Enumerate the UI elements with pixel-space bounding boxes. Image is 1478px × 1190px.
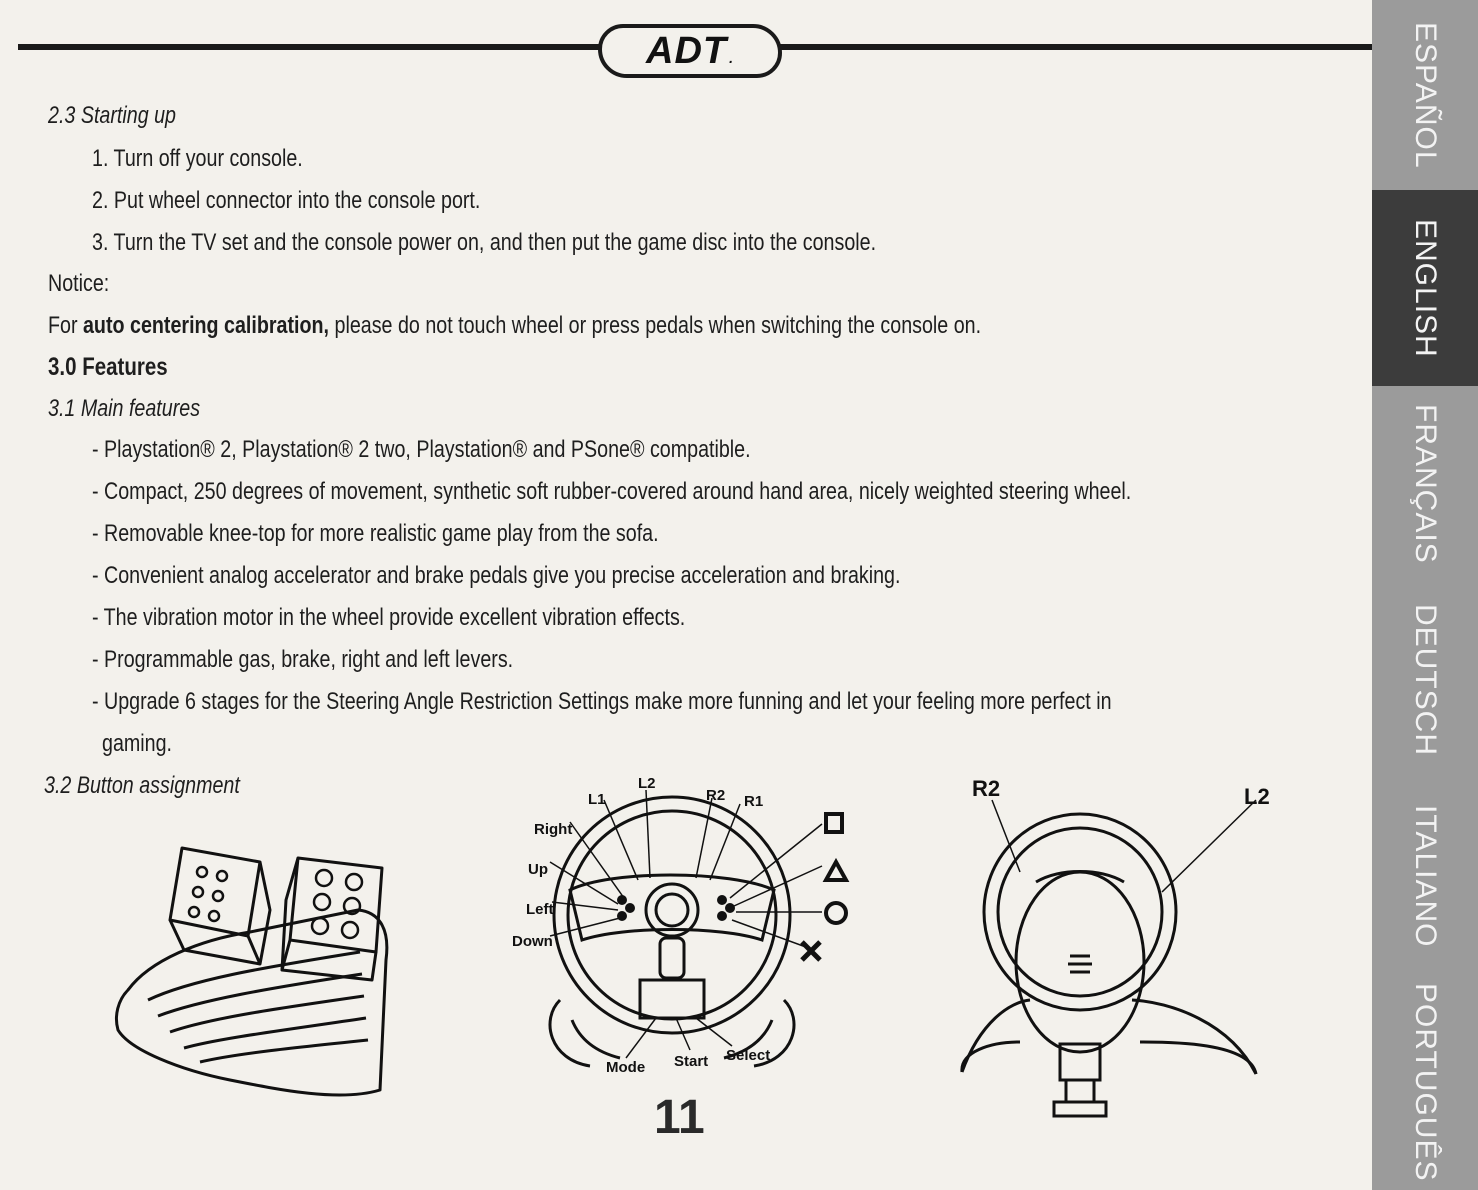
side-label-l2: L2 [1244, 784, 1270, 809]
feature-item: - The vibration motor in the wheel provide excellent vibration effects. [92, 604, 686, 631]
label-select: Select [726, 1047, 771, 1064]
header-rule-left [18, 44, 602, 50]
page-number: 11 [654, 1091, 705, 1144]
step-1: 1. Turn off your console. [92, 145, 303, 172]
label-down: Down [512, 933, 553, 950]
square-icon [826, 814, 842, 832]
notice-prefix: For [48, 312, 78, 339]
wheel-front-illustration [500, 770, 880, 1080]
feature-item-continued: gaming. [102, 730, 173, 757]
tab-label: ESPAÑOL [1409, 21, 1442, 169]
circle-icon [826, 903, 846, 923]
adt-logo [598, 24, 782, 78]
section-title-main-features: 3.1 Main features [48, 395, 201, 422]
section-title-starting-up: 2.3 Starting up [48, 102, 177, 129]
tab-deutsch[interactable] [1372, 582, 1478, 778]
feature-item: - Convenient analog accelerator and brake pedals give you precise acceleration and braking. [92, 562, 901, 589]
label-right: Right [534, 821, 573, 838]
label-l1: L1 [588, 791, 606, 808]
step-2: 2. Put wheel connector into the console port. [92, 187, 481, 214]
wheel-side-illustration [950, 772, 1270, 1132]
label-left: Left [526, 901, 554, 918]
label-r1: R1 [744, 793, 764, 810]
cross-icon [802, 942, 820, 960]
logo-emblem-icon [1068, 956, 1092, 972]
side-label-r2: R2 [972, 776, 1001, 801]
label-l2: L2 [638, 775, 656, 792]
label-start: Start [674, 1053, 709, 1070]
tab-label: ENGLISH [1409, 218, 1442, 358]
tab-label: PORTUGUÊS [1409, 982, 1442, 1182]
feature-item: - Upgrade 6 stages for the Steering Angle Restriction Settings make more funning and let your feeling more perfect in [92, 688, 1112, 715]
tab-espanol[interactable] [1372, 0, 1478, 190]
tab-portugues[interactable] [1372, 974, 1478, 1190]
tab-label: ITALIANO [1409, 804, 1442, 948]
label-up: Up [528, 861, 548, 878]
tab-francais[interactable] [1372, 386, 1478, 582]
step-3: 3. Turn the TV set and the console power on, and then put the game disc into the console. [92, 229, 877, 256]
language-sidebar [1372, 0, 1478, 1190]
section-title-button-assignment: 3.2 Button assignment [44, 772, 240, 799]
tab-label: FRANÇAIS [1409, 404, 1442, 564]
header-rule-right [770, 44, 1372, 50]
triangle-icon [826, 862, 846, 880]
tab-english[interactable] [1372, 190, 1478, 386]
notice-rest: please do not touch wheel or press pedals when switching the console on. [334, 312, 982, 339]
notice-text [48, 312, 981, 340]
feature-item: - Programmable gas, brake, right and left levers. [92, 646, 514, 673]
label-r2: R2 [706, 787, 726, 804]
label-mode: Mode [606, 1059, 646, 1076]
feature-item: - Playstation® 2, Playstation® 2 two, Playstation® and PSone® compatible. [92, 436, 751, 463]
tab-italiano[interactable] [1372, 778, 1478, 974]
section-title-features: 3.0 Features [48, 353, 168, 381]
notice-label: Notice: [48, 270, 110, 297]
notice-bold: auto centering calibration, [82, 312, 330, 339]
tab-label: DEUTSCH [1409, 603, 1442, 756]
logo-text: ADT [646, 29, 728, 72]
feature-item: - Compact, 250 degrees of movement, synthetic soft rubber-covered around hand area, nicely weighted steering wheel. [92, 478, 1132, 505]
logo-mark: . [729, 50, 734, 66]
pedals-illustration [110, 840, 400, 1110]
feature-item: - Removable knee-top for more realistic game play from the sofa. [92, 520, 659, 547]
